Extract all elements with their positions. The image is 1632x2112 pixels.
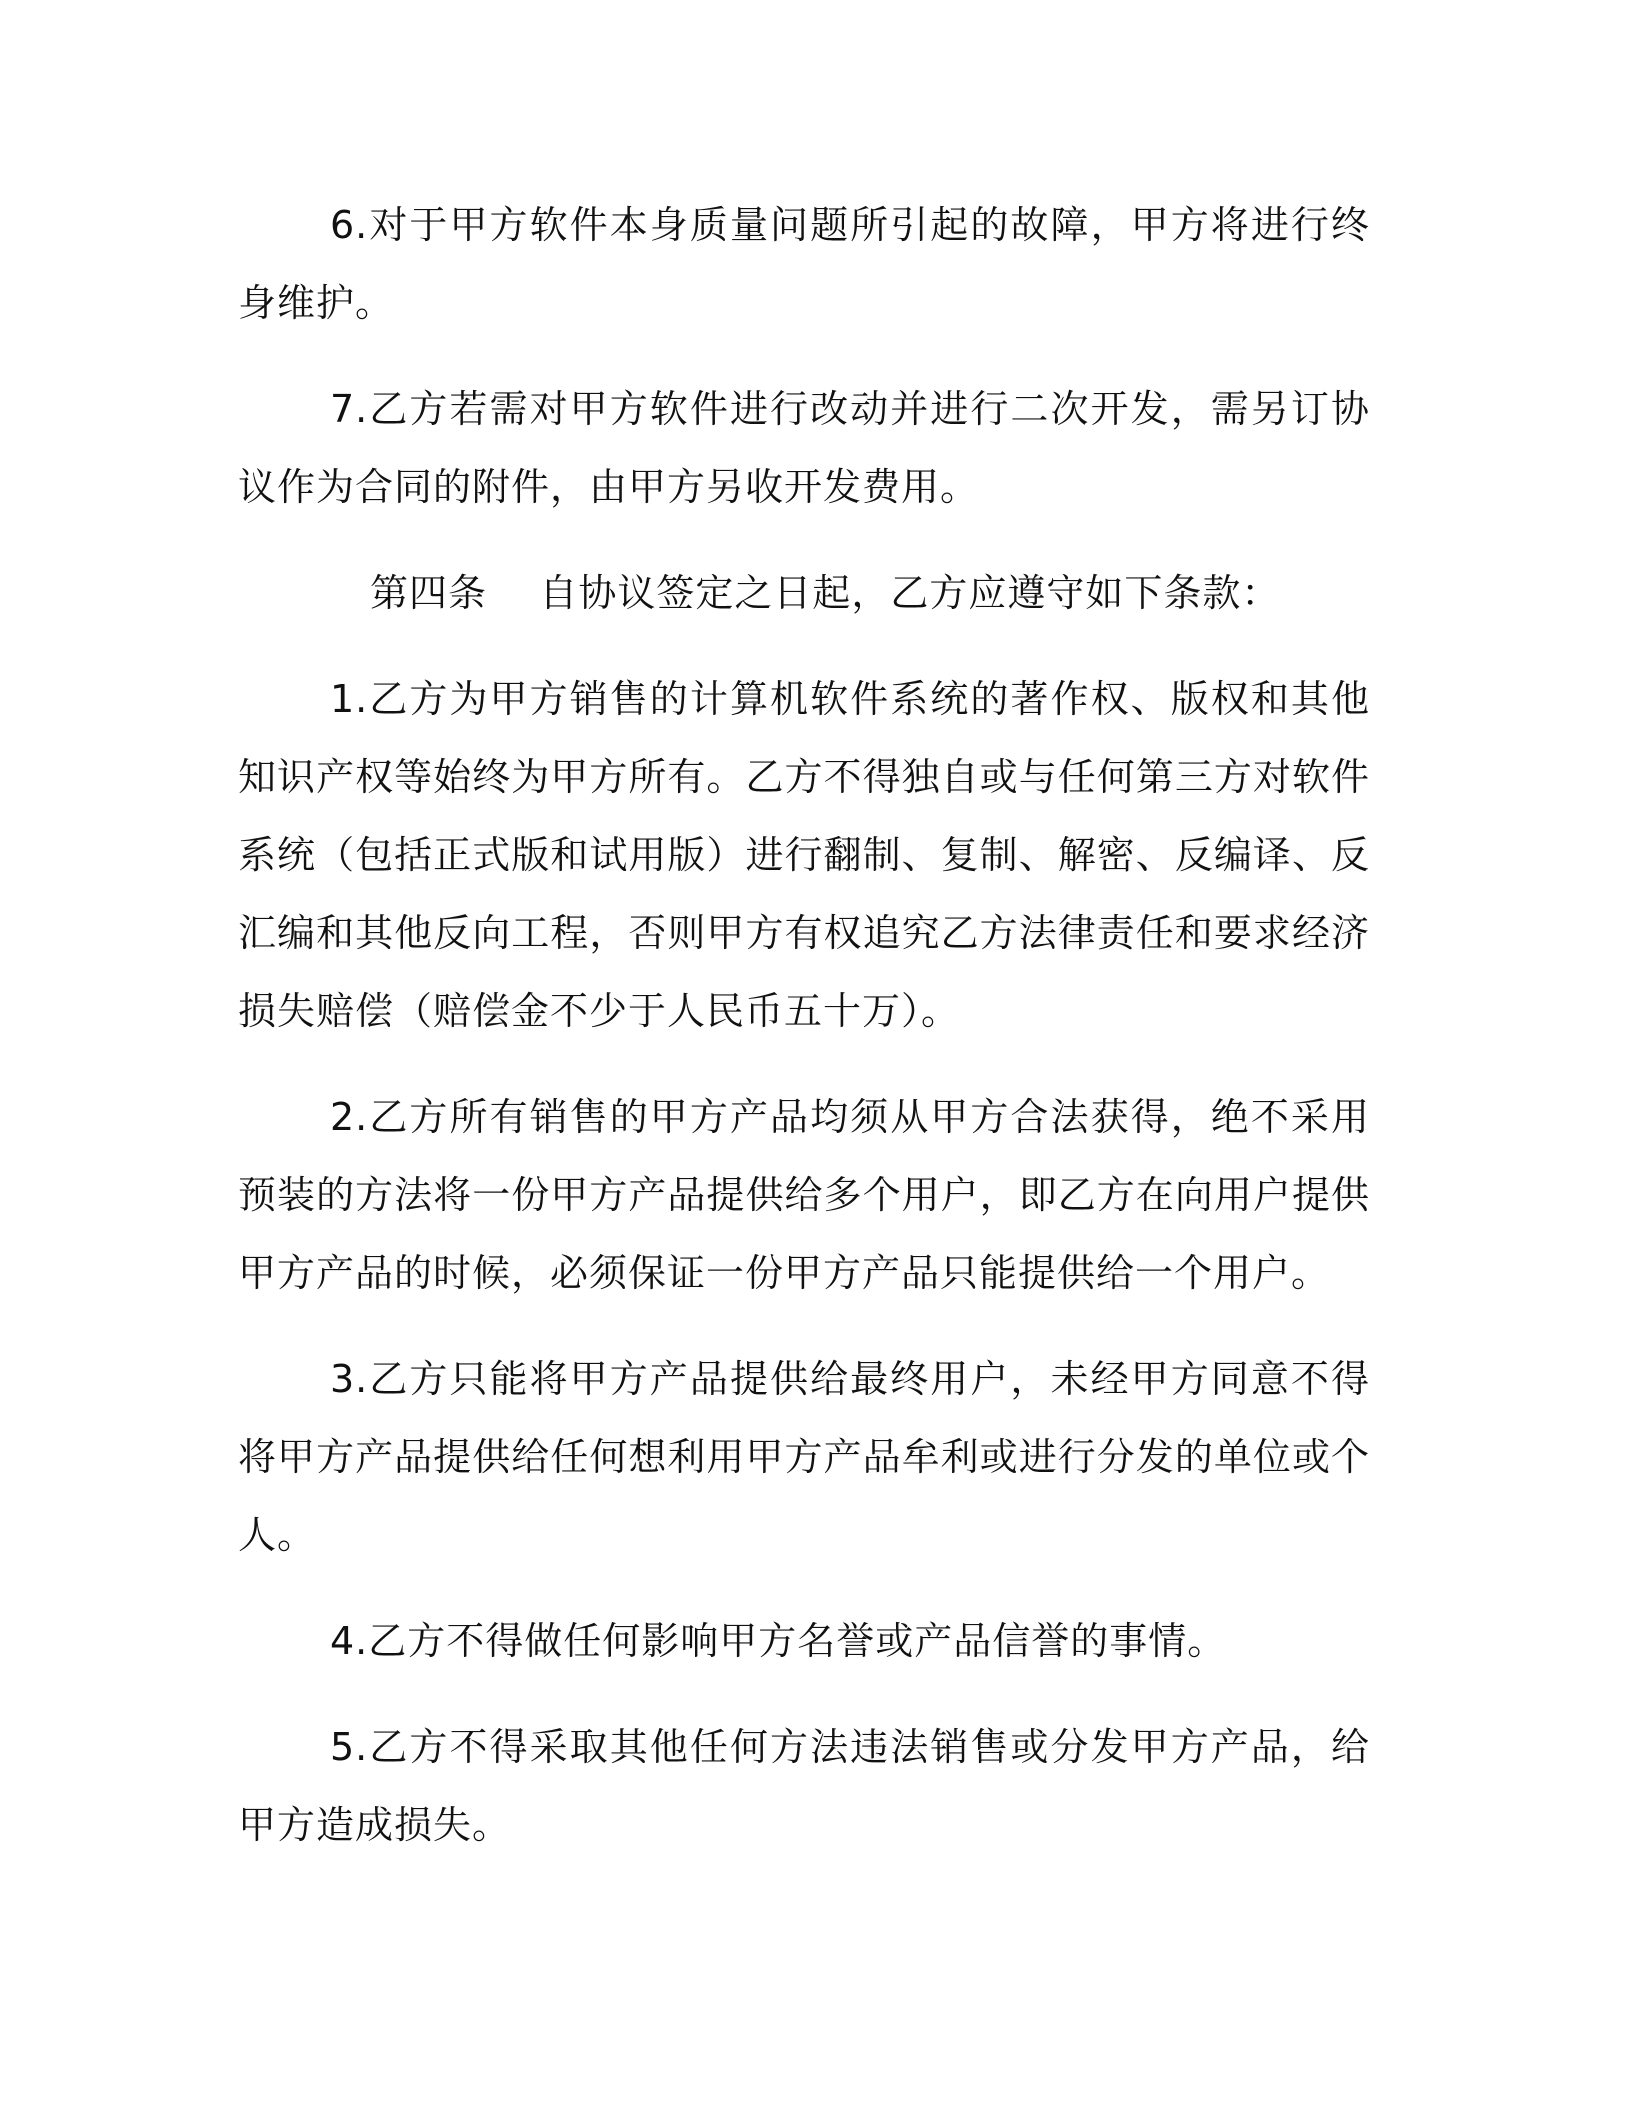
article-four-heading: 第四条 自协议签定之日起，乙方应遵守如下条款： bbox=[370, 571, 1281, 615]
clause-7-secondary-development: 7.乙方若需对甲方软件进行改动并进行二次开发，需另订协议作为合同的附件，由甲方另收开发费用。 bbox=[238, 387, 1370, 509]
article-four-clause-3-end-users: 3.乙方只能将甲方产品提供给最终用户，未经甲方同意不得将甲方产品提供给任何想利用甲方产品牟利或进行分发的单位或个人。 bbox=[238, 1357, 1370, 1557]
document-body bbox=[238, 186, 1370, 1864]
article-four-clause-4-reputation: 4.乙方不得做任何影响甲方名誉或产品信誉的事情。 bbox=[330, 1619, 1227, 1663]
article-four-clause-1-intellectual-property: 1.乙方为甲方销售的计算机软件系统的著作权、版权和其他知识产权等始终为甲方所有。乙方不得独自或与任何第三方对软件系统（包括正式版和试用版）进行翻制、复制、解密、反编译、反汇编和其他反向工程，否则甲方有权追究乙方法律责任和要求经济损失赔偿（赔偿金不少于人民币五十万）。 bbox=[238, 677, 1370, 1033]
clause-6-lifetime-maintenance: 6.对于甲方软件本身质量问题所引起的故障，甲方将进行终身维护。 bbox=[238, 203, 1370, 325]
article-four-clause-2-legal-acquisition: 2.乙方所有销售的甲方产品均须从甲方合法获得，绝不采用预装的方法将一份甲方产品提供给多个用户，即乙方在向用户提供甲方产品的时候，必须保证一份甲方产品只能提供给一个用户。 bbox=[238, 1095, 1370, 1295]
article-four-clause-5-illegal-distribution: 5.乙方不得采取其他任何方法违法销售或分发甲方产品，给甲方造成损失。 bbox=[238, 1725, 1370, 1847]
